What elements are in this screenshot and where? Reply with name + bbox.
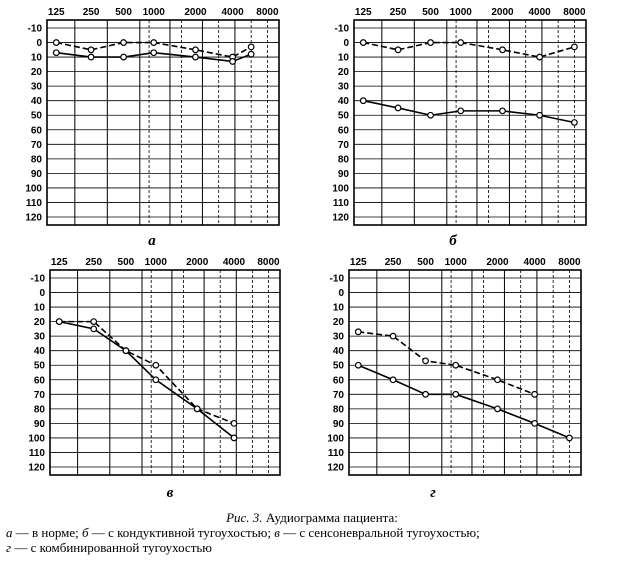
y-tick-label: 70	[33, 389, 45, 401]
y-tick-label: 10	[30, 52, 42, 64]
data-point-air	[355, 362, 361, 368]
x-tick-label: 500	[422, 7, 439, 18]
y-tick-label: 30	[30, 81, 42, 93]
data-point-air	[453, 392, 459, 398]
y-tick-label: 90	[33, 418, 45, 430]
y-tick-label: 40	[337, 96, 349, 108]
series-line-bone	[358, 332, 534, 395]
data-point-air	[123, 348, 129, 354]
data-point-air	[153, 377, 159, 383]
x-tick-label: 500	[117, 257, 135, 268]
y-tick-label: 70	[337, 139, 349, 151]
caption-figure-ref: Рис. 3.	[226, 510, 263, 525]
plot-frame	[50, 270, 280, 475]
caption-title-line	[6, 510, 618, 525]
plot-frame	[349, 270, 581, 475]
x-tick-label: 125	[349, 257, 367, 268]
y-tick-label: 30	[337, 81, 349, 93]
data-point-bone	[91, 319, 97, 325]
x-tick-label: 250	[82, 7, 100, 18]
data-point-air	[360, 98, 366, 104]
data-point-bone	[423, 358, 429, 364]
data-point-bone	[428, 40, 434, 46]
y-tick-label: 70	[332, 389, 344, 401]
data-point-air	[537, 112, 543, 118]
y-tick-label: 40	[33, 346, 45, 358]
y-tick-label: 20	[30, 67, 42, 79]
caption-legend-line-1	[6, 525, 618, 540]
x-tick-label: 1000	[444, 257, 467, 268]
y-tick-label: 90	[332, 418, 344, 430]
series-line-bone	[59, 322, 234, 424]
x-tick-label: 1000	[142, 7, 165, 18]
data-point-air	[121, 40, 127, 46]
y-tick-label: 90	[337, 168, 349, 180]
x-tick-label: 2000	[186, 257, 209, 268]
data-point-bone	[572, 44, 578, 50]
series-line-air	[363, 101, 574, 123]
data-point-air	[390, 377, 396, 383]
data-point-air	[458, 108, 464, 114]
x-tick-label: 4000	[221, 7, 244, 18]
y-tick-label: -10	[30, 273, 45, 285]
y-tick-label: 10	[337, 52, 349, 64]
y-tick-label: 80	[33, 404, 45, 416]
y-tick-label: 60	[337, 125, 349, 137]
y-tick-label: 0	[39, 288, 45, 300]
y-tick-label: 120	[327, 462, 344, 474]
data-point-air	[428, 112, 434, 118]
panel-label: б	[449, 233, 457, 249]
audiogram-panel-4	[327, 257, 581, 501]
x-tick-label: 250	[389, 7, 407, 18]
y-tick-label: -10	[334, 23, 349, 35]
x-tick-label: 8000	[256, 7, 279, 18]
y-tick-label: 20	[337, 67, 349, 79]
x-tick-label: 1000	[144, 257, 167, 268]
x-tick-label: 4000	[222, 257, 246, 268]
y-tick-label: 120	[28, 462, 45, 474]
y-tick-label: 70	[30, 139, 42, 151]
data-point-air	[495, 406, 501, 412]
caption-letter-g: г	[6, 540, 12, 555]
data-point-bone	[121, 54, 127, 60]
data-point-bone	[53, 50, 59, 56]
x-tick-label: 2000	[486, 257, 509, 268]
x-tick-label: 8000	[558, 257, 581, 268]
data-point-bone	[395, 47, 401, 53]
y-tick-label: 100	[327, 433, 344, 445]
y-tick-label: -10	[27, 23, 42, 35]
data-point-air	[572, 120, 578, 126]
data-point-bone	[390, 333, 396, 339]
y-tick-label: 80	[337, 154, 349, 166]
y-tick-label: 0	[338, 288, 344, 300]
data-point-air	[194, 406, 200, 412]
x-tick-label: 1000	[449, 7, 472, 18]
y-tick-label: 60	[332, 375, 344, 387]
data-point-air	[231, 435, 237, 441]
y-tick-label: 120	[25, 212, 42, 224]
y-tick-label: 110	[28, 447, 45, 459]
data-point-bone	[453, 362, 459, 368]
panel-label: г	[430, 485, 436, 501]
x-tick-label: 8000	[257, 257, 280, 268]
data-point-air	[532, 421, 538, 427]
y-tick-label: 20	[332, 317, 344, 329]
data-point-air	[500, 108, 506, 114]
y-tick-label: 110	[25, 197, 42, 209]
y-tick-label: 60	[30, 125, 42, 137]
data-point-bone	[532, 392, 538, 398]
data-point-air	[395, 105, 401, 111]
x-tick-label: 250	[85, 257, 103, 268]
caption-text-b: — с кондуктивной тугоухостью;	[91, 525, 271, 540]
caption-letter-v: в	[274, 525, 280, 540]
data-point-bone	[230, 59, 236, 65]
data-point-bone	[537, 54, 543, 60]
data-point-bone	[360, 40, 366, 46]
data-point-bone	[231, 421, 237, 427]
data-point-bone	[495, 377, 501, 383]
x-tick-label: 125	[47, 7, 65, 18]
data-point-air	[151, 40, 157, 46]
y-tick-label: 20	[33, 317, 45, 329]
y-tick-label: 80	[332, 404, 344, 416]
plot-frame	[354, 20, 586, 225]
caption-legend-line-2	[6, 540, 618, 555]
data-point-air	[193, 47, 199, 53]
audiogram-panel-2	[332, 7, 586, 249]
x-tick-label: 125	[50, 257, 68, 268]
y-tick-label: 0	[343, 38, 349, 50]
data-point-air	[423, 392, 429, 398]
y-tick-label: 10	[332, 302, 344, 314]
data-point-bone	[458, 40, 464, 46]
y-tick-label: 50	[30, 110, 42, 122]
y-tick-label: 80	[30, 154, 42, 166]
data-point-air	[91, 326, 97, 332]
caption-text-g: — с комбинированной тугоухостью	[14, 540, 213, 555]
y-tick-label: 90	[30, 168, 42, 180]
x-tick-label: 500	[417, 257, 434, 268]
data-point-bone	[500, 47, 506, 53]
data-point-bone	[248, 51, 254, 57]
figure-caption	[6, 510, 618, 555]
panel-label: в	[166, 485, 174, 501]
data-point-air	[56, 319, 62, 325]
data-point-bone	[151, 50, 157, 56]
y-tick-label: 100	[28, 433, 45, 445]
x-tick-label: 4000	[523, 257, 546, 268]
y-tick-label: 110	[327, 447, 344, 459]
y-tick-label: 30	[332, 331, 344, 343]
audiogram-panel-3	[28, 257, 280, 501]
y-tick-label: -10	[329, 273, 344, 285]
data-point-bone	[193, 54, 199, 60]
panel-label: а	[148, 233, 156, 249]
y-tick-label: 50	[33, 360, 45, 372]
caption-letter-b: б	[82, 525, 89, 540]
y-tick-label: 40	[30, 96, 42, 108]
y-tick-label: 110	[332, 197, 349, 209]
data-point-air	[248, 44, 254, 50]
y-tick-label: 120	[332, 212, 349, 224]
y-tick-label: 40	[332, 346, 344, 358]
data-point-bone	[88, 54, 94, 60]
y-tick-label: 60	[33, 375, 45, 387]
caption-text-v: — с сенсоневральной тугоухостью;	[283, 525, 480, 540]
x-tick-label: 8000	[563, 7, 586, 18]
caption-title: Аудиограмма пациента:	[265, 510, 398, 525]
x-tick-label: 2000	[184, 7, 207, 18]
y-tick-label: 100	[25, 183, 42, 195]
data-point-air	[567, 435, 573, 441]
x-tick-label: 500	[115, 7, 132, 18]
x-tick-label: 4000	[528, 7, 551, 18]
y-tick-label: 50	[337, 110, 349, 122]
y-tick-label: 0	[36, 38, 42, 50]
y-tick-label: 100	[332, 183, 349, 195]
y-tick-label: 50	[332, 360, 344, 372]
y-tick-label: 30	[33, 331, 45, 343]
x-tick-label: 250	[384, 257, 402, 268]
y-tick-label: 10	[33, 302, 45, 314]
audiogram-panel-1	[25, 7, 279, 249]
data-point-bone	[153, 362, 159, 368]
x-tick-label: 125	[354, 7, 372, 18]
data-point-air	[53, 40, 59, 46]
caption-text-a: — в норме;	[15, 525, 79, 540]
x-tick-label: 2000	[491, 7, 514, 18]
data-point-bone	[355, 329, 361, 335]
data-point-air	[88, 47, 94, 53]
series-line-air	[358, 365, 569, 438]
caption-letter-a: а	[6, 525, 13, 540]
